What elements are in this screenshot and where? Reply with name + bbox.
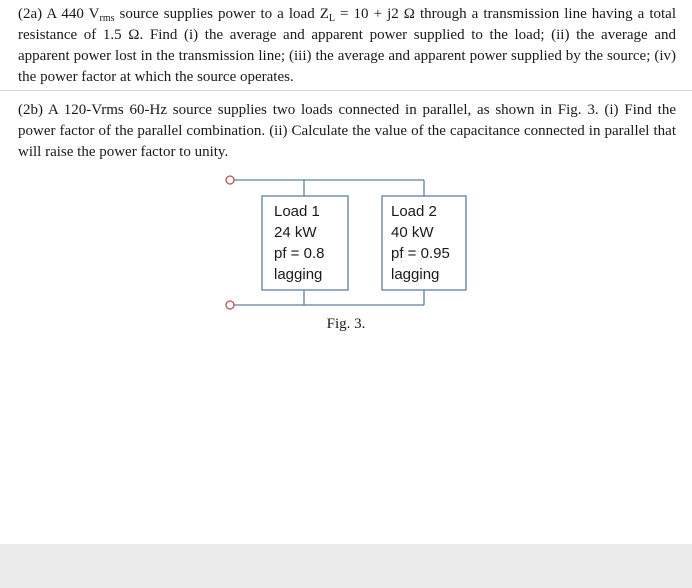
figure-caption: [0, 316, 692, 333]
problem-2a-body: = 10 + j2 Ω through a transmission line having a total resistance of 1.5 Ω. Find (i) the average and apparent power supplied to the load; (ii) the average and apparent power lost in the transmission line; (iii) the average and apparent power supplied by the source; (iv) the power factor at which the source operates.: [18, 6, 677, 85]
problem-2b-text: (2b) A 120-Vrms 60-Hz source supplies two loads connected in parallel, as shown in Fig. 3. (i) Find the power factor of the parallel combination. (ii) Calculate the value of the capacitance connected in parallel that will raise the power factor to unity.: [18, 102, 676, 160]
footer-band: [0, 544, 692, 588]
load2-name: Load 2: [391, 203, 437, 220]
load1-type: lagging: [274, 266, 323, 283]
top-terminal: [226, 176, 234, 184]
load2-pf: pf = 0.95: [391, 245, 450, 262]
load1-power: 24 kW: [274, 224, 317, 241]
load2-power: 40 kW: [391, 224, 434, 241]
problem-2a-mid1: source supplies power to a load Z: [114, 6, 329, 22]
bottom-terminal: [226, 301, 234, 309]
vrms-subscript: rms: [99, 13, 115, 24]
load1-name: Load 1: [274, 203, 320, 220]
problem-2a-lead: (2a) A 440 V: [18, 6, 100, 22]
load2-type: lagging: [391, 266, 440, 283]
load1-pf: pf = 0.8: [274, 245, 325, 262]
zl-subscript: L: [328, 13, 336, 24]
figure-caption-text: Fig. 3.: [326, 316, 366, 332]
